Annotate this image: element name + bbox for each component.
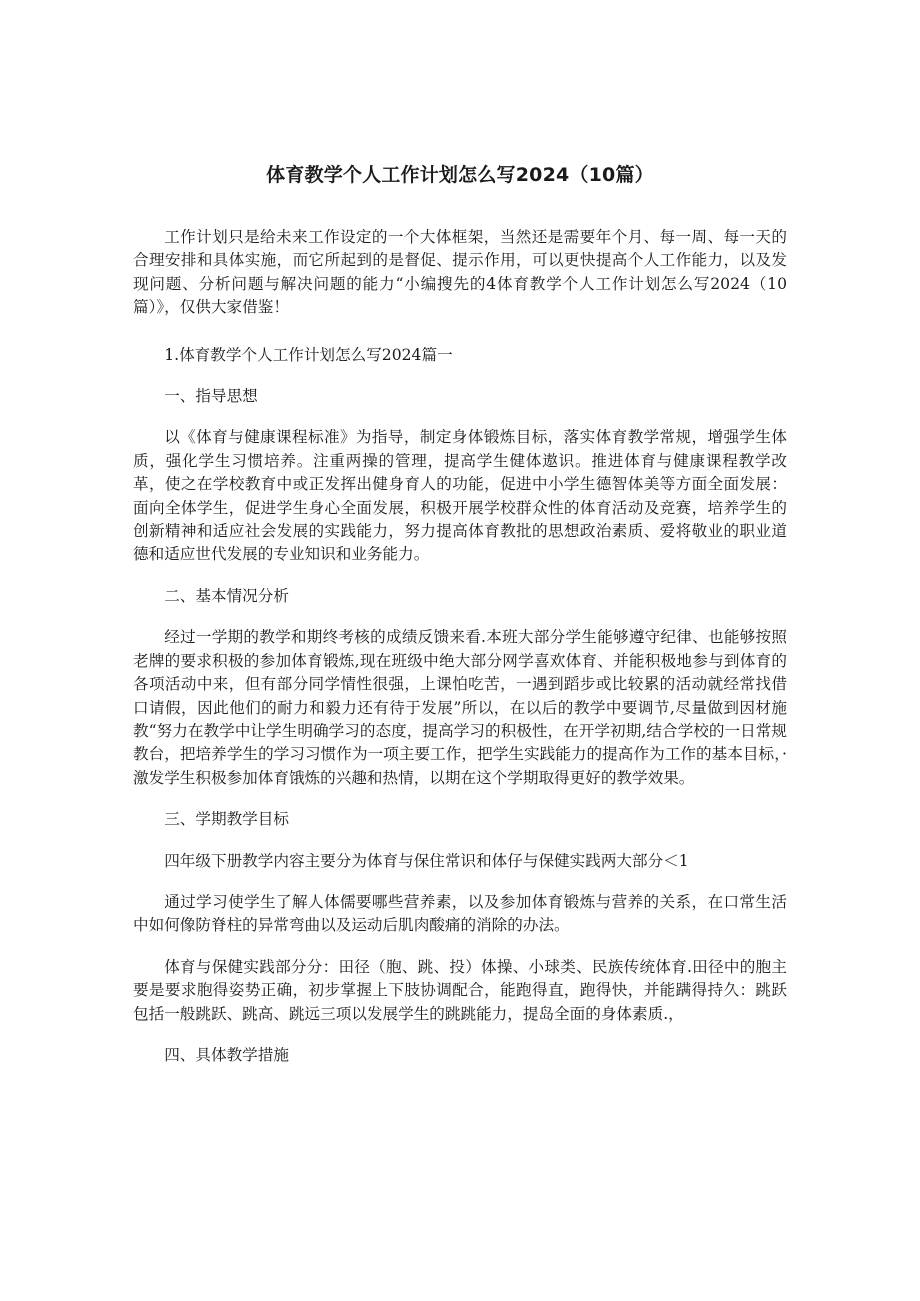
section-title: 1.体育教学个人工作计划怎么写2024篇一 xyxy=(164,345,453,364)
paragraph-practice: 体育与保健实践部分分：田径（胞、跳、投）体操、小球类、民族传统体育.田径中的胞主要是要求胞得姿势正确，初步掌握上下肢协调配合，能跑得直，跑得快，并能蹒得持久：跳跃包括一般跳跃、跳高、跳远三项以发展学生的跳跳能力，提岛全面的身体素质.， xyxy=(133,957,787,1023)
paragraph-guiding-ideology: 以《体育与健康课程标准》为指导，制定身体锻炼目标，落实体育教学常规，增强学生体质，强化学生习惯培养。注重两操的管理，提高学生健体遨识。推进体育与健康课程教学改革，使之在学校教育中或正发挥出健身育人的功能，促进中小学生德智体美等方面全面发展：面向全体学生，促进学生身心全面发展，积极开展学校群众性的体育活动及竞赛，培养学生的创新精神和适应社会发展的实践能力，努力提高体育教批的思想政治素质、爱将敬业的职业道德和适应世代发展的专业知识和业务能力。 xyxy=(133,428,787,564)
heading-semester-goals: 三、学期教学目标 xyxy=(164,810,289,829)
paragraph-nutrition: 通过学习使学生了解人体儒要哪些营养素，以及参加体育锻炼与营养的关系，在口常生活中如何像防脊柱的异常弯曲以及运动后肌肉酸痛的消除的办法。 xyxy=(133,892,787,935)
paragraph-content-division: 四年级下册教学内容主要分为体育与保住常识和体仔与保健实践两大部分＜1 xyxy=(164,851,689,870)
heading-situation-analysis: 二、基本情况分析 xyxy=(164,586,289,605)
intro-paragraph: 工作计划只是给未来工作设定的一个大体框架，当然还是需要年个月、每一周、每一天的合理安排和具体实施，而它所起到的是督促、提示作用，可以更快提高个人工作能力，以及发现问题、分析问题与解决问题的能力“小编搜先的4体育教学个人工作计划怎么写2024（10篇）》，仅供大家借鉴！ xyxy=(133,228,787,317)
paragraph-situation-analysis: 经过一学期的教学和期终考核的成绩反馈来看.本班大部分学生能够遵守纪律、也能够按照老牌的要求积极的参加体育锻炼,现在班级中绝大部分网学喜欢体育、并能积极地参与到体育的各项活动中来，但有部分同学情性很强，上课怕吃苦，一遇到蹈步或比较累的活动就经常找借口请假，因此他们的耐力和毅力还有待于发展”所以，在以后的教学中要调节,尽量做到因材施教“努力在教学中让学生明确学习的态度，提高学习的积极性，在开学初期,结合学校的一日常规教台，把培养学生的学习习惯作为一项主要工作，把学生实践能力的提高作为工作的基本目标，·激发学生积极参加体育饿炼的兴趣和热情，以期在这个学期取得更好的教学效果。 xyxy=(133,628,787,787)
heading-guiding-ideology: 一、指导思想 xyxy=(164,387,258,406)
document-body xyxy=(133,226,787,1067)
heading-teaching-measures: 四、具体教学措施 xyxy=(164,1045,289,1064)
document-title: 体育教学个人工作计划怎么写2024（10篇） xyxy=(266,164,654,186)
